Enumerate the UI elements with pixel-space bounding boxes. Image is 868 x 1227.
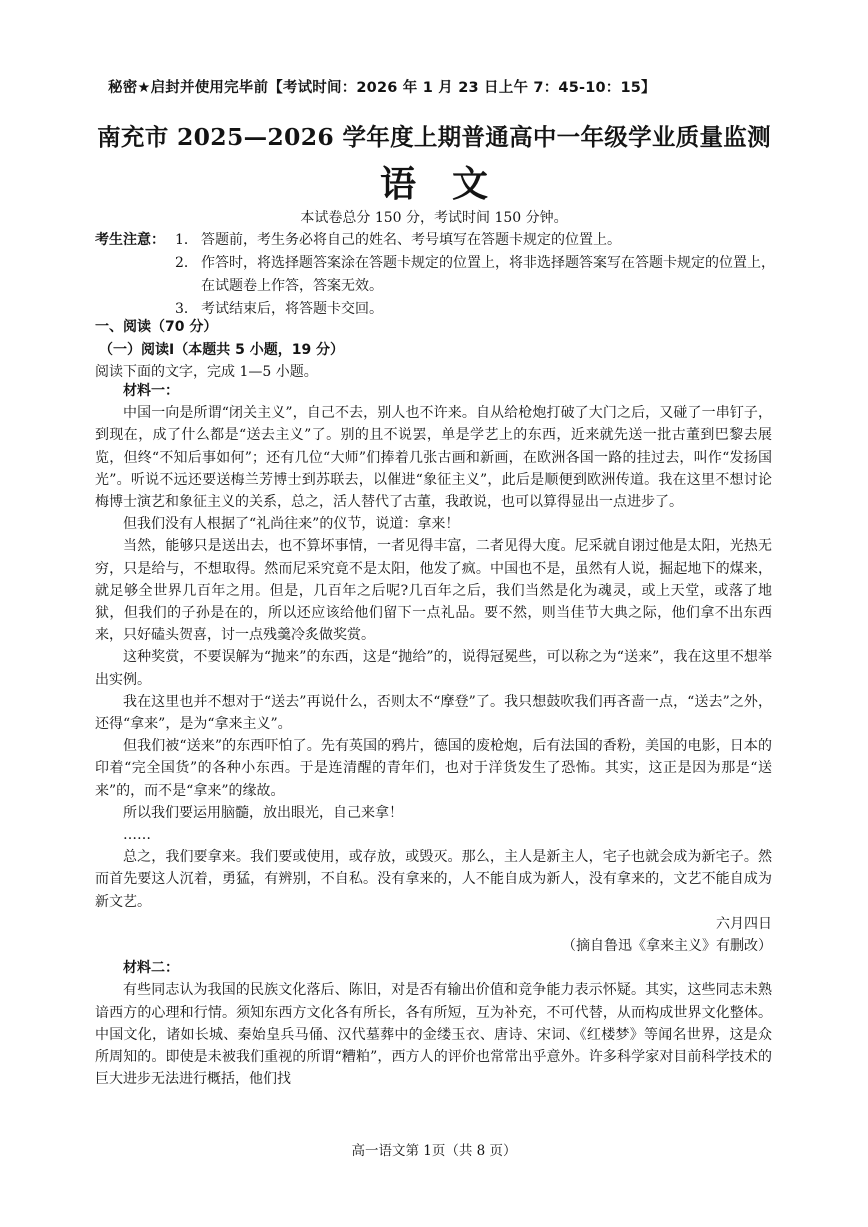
notice-item-number: 2． (175, 255, 198, 271)
notice-item (175, 252, 785, 298)
page-footer: 高一语文第 1页（共 8 页） (351, 1143, 517, 1159)
section-subheading: （一）阅读Ⅰ（本题共 5 小题，19 分） (99, 342, 345, 358)
section-heading: 一、阅读（70 分） (95, 319, 218, 335)
notice-item-text: 答题前，考生务必将自己的姓名、考号填写在答题卡规定的位置上。 (201, 232, 621, 248)
exam-meta: 本试卷总分 150 分，考试时间 150 分钟。 (300, 210, 568, 226)
notice-item (175, 229, 785, 252)
notice-item (175, 298, 785, 321)
exam-title: 南充市 2025—2026 学年度上期普通高中一年级学业质量监测 (97, 123, 771, 151)
reading-passage (95, 380, 772, 1091)
notice-items (175, 229, 785, 321)
material-label: 材料一： (123, 383, 179, 399)
paragraph: 但我们被“送来”的东西吓怕了。先有英国的鸦片，德国的废枪炮，后有法国的香粉，美国的电影，日本的印着“完全国货”的各种小东西。于是连清醒的青年们，也对于洋货发生了恐怖。其实，这正是因为那是“送来”的，而不是“拿来”的缘故。 (95, 738, 772, 799)
notice-item-number: 3． (175, 301, 198, 317)
ellipsis-line: …… (123, 827, 151, 844)
confidential-line: 秘密★启封并使用完毕前【考试时间：2026 年 1 月 23 日上午 7：45-10：15】 (108, 80, 656, 96)
notice-label: 考生注意： (95, 232, 165, 248)
paragraph: 有些同志认为我国的民族文化落后、陈旧，对是否有输出价值和竞争能力表示怀疑。其实，这些同志未熟谙西方的心理和行情。须知东西方文化各有所长，各有所短，互为补充，不可代替，从而构成世界文化整体。中国文化，诸如长城、秦始皇兵马俑、汉代墓葬中的金缕玉衣、唐诗、宋词、《红楼梦》等闻名世界，这是众所周知的。即使是未被我们重视的所谓“糟粕”，西方人的评价也常常出乎意外。许多科学家对目前科学技术的巨大进步无法进行概括，他们找 (95, 982, 772, 1088)
paragraph: 但我们没有人根据了“礼尚往来”的仪节，说道：拿来！ (123, 516, 460, 533)
source-line: （摘自鲁迅《拿来主义》有删改） (562, 938, 772, 955)
paragraph: 中国一向是所谓“闭关主义”，自己不去，别人也不许来。自从给枪炮打破了大门之后，又碰了一串钉子，到现在，成了什么都是“送去主义”了。别的且不说罢，单是学艺上的东西，近来就先送一批古董到巴黎去展览，但终“不知后事如何”；还有几位“大师”们捧着几张古画和新画，在欧洲各国一路的挂过去，叫作“发扬国光”。听说不远还要送梅兰芳博士到苏联去，以催进“象征主义”，此后是顺便到欧洲传道。我在这里不想讨论梅博士演艺和象征主义的关系，总之，活人替代了古董，我敢说，也可以算得显出一点进步了。 (95, 405, 772, 511)
notice-item-text: 考试结束后，将答题卡交回。 (201, 301, 383, 317)
subject-title: 语 文 (379, 163, 488, 205)
section-instruction: 阅读下面的文字，完成 1—5 小题。 (95, 364, 318, 380)
paragraph: 当然，能够只是送出去，也不算坏事情，一者见得丰富，二者见得大度。尼采就自诩过他是太阳，光热无穷，只是给与，不想取得。然而尼采究竟不是太阳，他发了疯。中国也不是，虽然有人说，掘起地下的煤来，就足够全世界几百年之用。但是，几百年之后呢?几百年之后，我们当然是化为魂灵，或上天堂，或落了地狱，但我们的子孙是在的，所以还应该给他们留下一点礼品。要不然，则当佳节大典之际，他们拿不出东西来，只好磕头贺喜，讨一点残羹冷炙做奖赏。 (95, 538, 772, 644)
notice-item-text: 作答时，将选择题答案涂在答题卡规定的位置上，将非选择题答案写在答题卡规定的位置上，在试题卷上作答，答案无效。 (201, 255, 775, 294)
notice-item-number: 1． (175, 232, 198, 248)
paragraph: 总之，我们要拿来。我们要或使用，或存放，或毁灭。那么，主人是新主人，宅子也就会成为新宅子。然而首先要这人沉着，勇猛，有辨别，不自私。没有拿来的，人不能自成为新人，没有拿来的，文艺不能自成为新文艺。 (95, 849, 772, 910)
paragraph: 所以我们要运用脑髓，放出眼光，自己来拿！ (123, 804, 403, 821)
paragraph: 我在这里也并不想对于“送去”再说什么，否则太不“摩登”了。我只想鼓吹我们再吝啬一点，“送去”之外，还得“拿来”，是为“拿来主义”。 (95, 693, 772, 733)
paragraph: 这种奖赏，不要误解为“抛来”的东西，这是“抛给”的，说得冠冕些，可以称之为“送来”，我在这里不想举出实例。 (95, 649, 772, 688)
date-line: 六月四日 (716, 915, 772, 932)
material-label: 材料二： (123, 960, 179, 977)
